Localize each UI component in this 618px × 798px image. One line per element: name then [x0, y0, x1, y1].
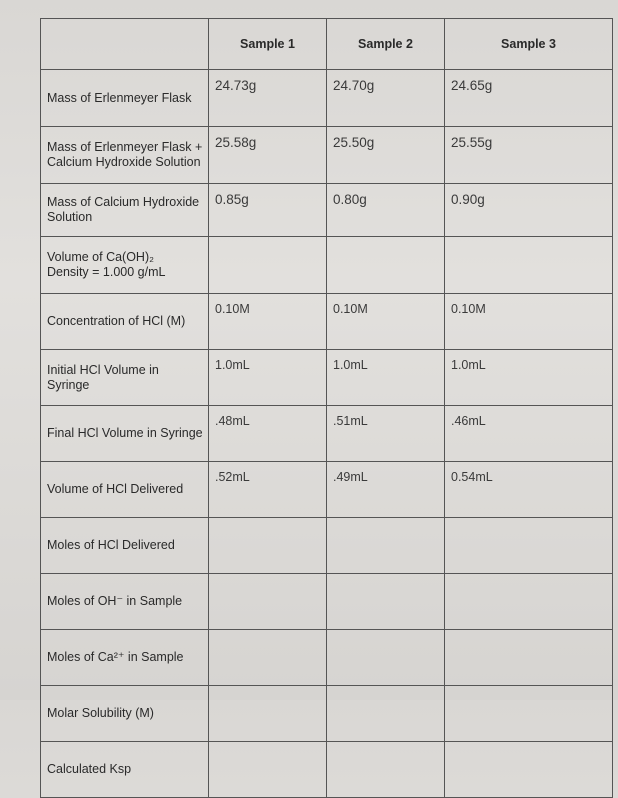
data-table	[40, 18, 613, 798]
cell-value	[327, 237, 445, 294]
cell-value: 1.0mL	[445, 350, 613, 406]
table-row	[41, 350, 613, 406]
cell-value: 24.70g	[327, 70, 445, 127]
cell-value: .46mL	[445, 406, 613, 462]
cell-value	[445, 742, 613, 798]
cell-value: 25.58g	[209, 127, 327, 184]
table-row	[41, 127, 613, 184]
row-label: Molar Solubility (M)	[41, 686, 209, 742]
cell-value: 0.10M	[327, 294, 445, 350]
header-sample-2: Sample 2	[327, 19, 445, 70]
cell-value	[209, 742, 327, 798]
row-label	[41, 237, 209, 294]
cell-value	[445, 686, 613, 742]
table-row	[41, 742, 613, 798]
cell-value: .49mL	[327, 462, 445, 518]
cell-value	[327, 630, 445, 686]
cell-value: 0.10M	[445, 294, 613, 350]
cell-value	[327, 518, 445, 574]
cell-value: .52mL	[209, 462, 327, 518]
cell-value	[209, 518, 327, 574]
cell-value: 0.90g	[445, 184, 613, 237]
table-row	[41, 630, 613, 686]
cell-value: 0.80g	[327, 184, 445, 237]
header-row	[41, 19, 613, 70]
cell-value	[445, 237, 613, 294]
table-row	[41, 406, 613, 462]
row-label: Mass of Calcium Hydroxide Solution	[41, 184, 209, 237]
cell-value: 24.73g	[209, 70, 327, 127]
row-label: Moles of Ca²⁺ in Sample	[41, 630, 209, 686]
row-label: Concentration of HCl (M)	[41, 294, 209, 350]
row-label: Moles of HCl Delivered	[41, 518, 209, 574]
table-row	[41, 184, 613, 237]
cell-value: 1.0mL	[327, 350, 445, 406]
cell-value	[209, 630, 327, 686]
cell-value	[209, 686, 327, 742]
cell-value	[327, 574, 445, 630]
row-label: Initial HCl Volume in Syringe	[41, 350, 209, 406]
cell-value	[327, 742, 445, 798]
cell-value: .51mL	[327, 406, 445, 462]
header-sample-1: Sample 1	[209, 19, 327, 70]
cell-value	[445, 630, 613, 686]
cell-value	[445, 574, 613, 630]
cell-value	[445, 518, 613, 574]
row-label: Volume of HCl Delivered	[41, 462, 209, 518]
cell-value	[209, 237, 327, 294]
table-row	[41, 237, 613, 294]
cell-value: 24.65g	[445, 70, 613, 127]
label-line-2: Density = 1.000 g/mL	[47, 265, 166, 279]
row-label: Final HCl Volume in Syringe	[41, 406, 209, 462]
cell-value	[209, 574, 327, 630]
cell-value: .48mL	[209, 406, 327, 462]
table-row	[41, 686, 613, 742]
table-row	[41, 294, 613, 350]
header-corner	[41, 19, 209, 70]
table-row	[41, 574, 613, 630]
table-row	[41, 70, 613, 127]
row-label: Moles of OH⁻ in Sample	[41, 574, 209, 630]
table-row	[41, 462, 613, 518]
label-line-1: Volume of Ca(OH)₂	[47, 250, 154, 264]
cell-value	[327, 686, 445, 742]
cell-value: 0.85g	[209, 184, 327, 237]
cell-value: 0.10M	[209, 294, 327, 350]
row-label: Mass of Erlenmeyer Flask + Calcium Hydroxide Solution	[41, 127, 209, 184]
header-sample-3: Sample 3	[445, 19, 613, 70]
table-row	[41, 518, 613, 574]
cell-value: 25.55g	[445, 127, 613, 184]
cell-value: 25.50g	[327, 127, 445, 184]
row-label: Mass of Erlenmeyer Flask	[41, 70, 209, 127]
cell-value: 1.0mL	[209, 350, 327, 406]
row-label: Calculated Ksp	[41, 742, 209, 798]
cell-value: 0.54mL	[445, 462, 613, 518]
